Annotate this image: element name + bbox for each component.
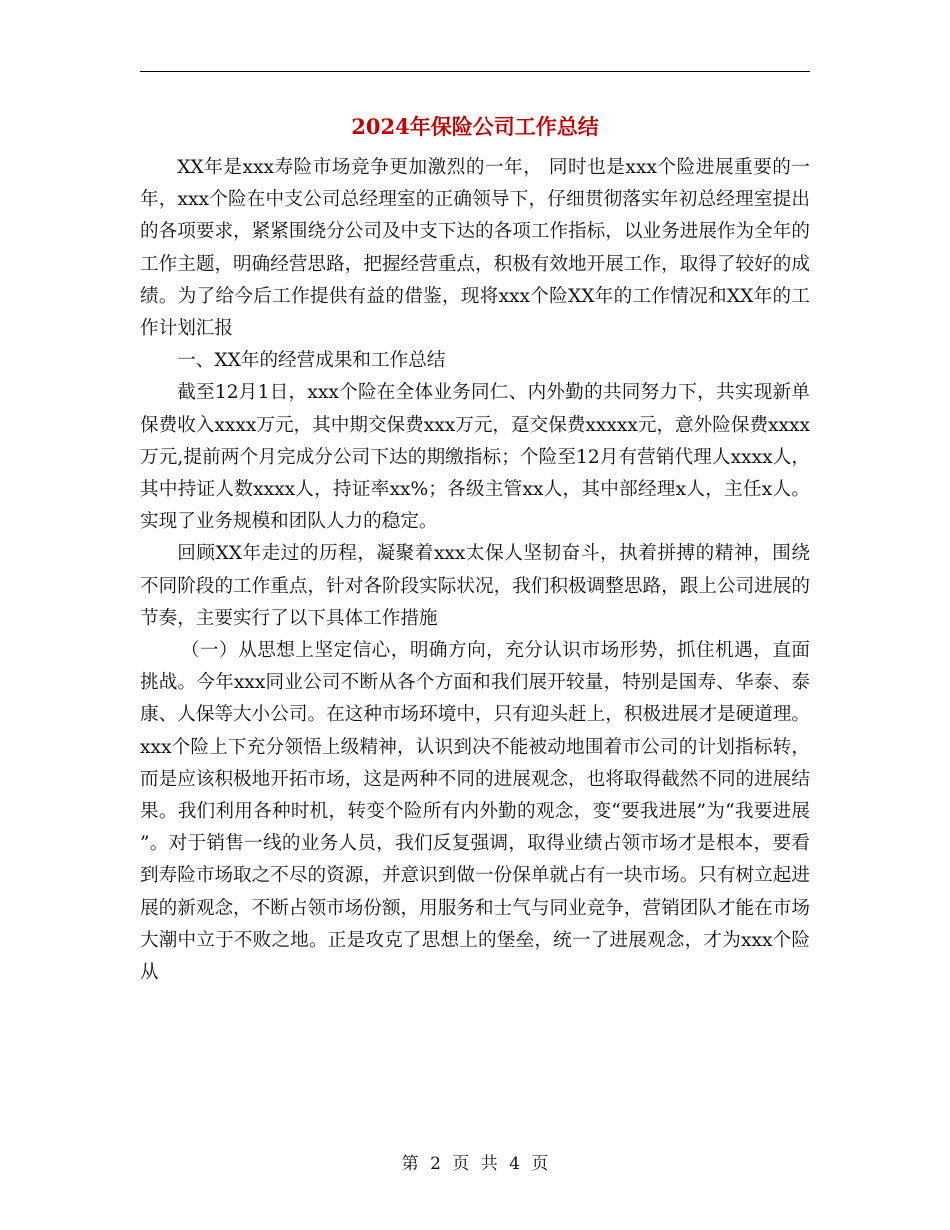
page-number-footer: 第 2 页 共 4 页 [401, 1154, 549, 1174]
paragraph-intro: XX年是xxx寿险市场竞争更加激烈的一年， 同时也是xxx个险进展重要的一年，xxx个险在中支公司总经理室的正确领导下，仔细贯彻落实年初总经理室提出的各项要求，紧紧围绕分公司及中支下达的各项工作指标，以业务进展作为全年的工作主题，明确经营思路，把握经营重点，积极有效地开展工作，取得了较好的成绩。为了给今后工作提供有益的借鉴，现将xxx个险XX年的工作情况和XX年的工作计划汇报 [140, 157, 810, 340]
document-title: 2024年保险公司工作总结 [351, 114, 599, 139]
header-rule [140, 71, 810, 72]
paragraph-review: 回顾XX年走过的历程，凝聚着xxx太保人坚韧奋斗，执着拼搏的精神，围绕不同阶段的工作重点，针对各阶段实际状况，我们积极调整思路，跟上公司进展的节奏，主要实行了以下具体工作措施 [140, 543, 810, 629]
section-heading: 一、XX年的经营成果和工作总结 [177, 350, 446, 372]
paragraph-measure-one: （一）从思想上坚定信心，明确方向，充分认识市场形势，抓住机遇，直面挑战。今年xxx同业公司不断从各个方面和我们展开较量，特别是国寿、华泰、泰康、人保等大小公司。在这种市场环境中，只有迎头赶上，积极进展才是硬道理。xxx个险上下充分领悟上级精神，认识到决不能被动地围着市公司的计划指标转，而是应该积极地开拓市场，这是两种不同的进展观念，也将取得截然不同的进展结果。我们利用各种时机，转变个险所有内外勤的观念，变“要我进展”为“我要进展”。对于销售一线的业务人员，我们反复强调，取得业绩占领市场才是根本，要看到寿险市场取之不尽的资源，并意识到做一份保单就占有一块市场。只有树立起进展的新观念，不断占领市场份额，用服务和士气与同业竞争，营销团队才能在市场大潮中立于不败之地。正是攻克了思想上的堡垒，统一了进展观念，才为xxx个险从 [140, 640, 810, 984]
document-body [140, 152, 810, 989]
paragraph-results: 截至12月1日，xxx个险在全体业务同仁、内外勤的共同努力下，共实现新单保费收入xxxx万元，其中期交保费xxx万元，趸交保费xxxxx元，意外险保费xxxx万元,提前两个月完成分公司下达的期缴指标；个险至12月有营销代理人xxxx人，其中持证人数xxxx人，持证率xx%；各级主管xx人，其中部经理x人，主任x人。实现了业务规模和团队人力的稳定。 [140, 382, 810, 533]
